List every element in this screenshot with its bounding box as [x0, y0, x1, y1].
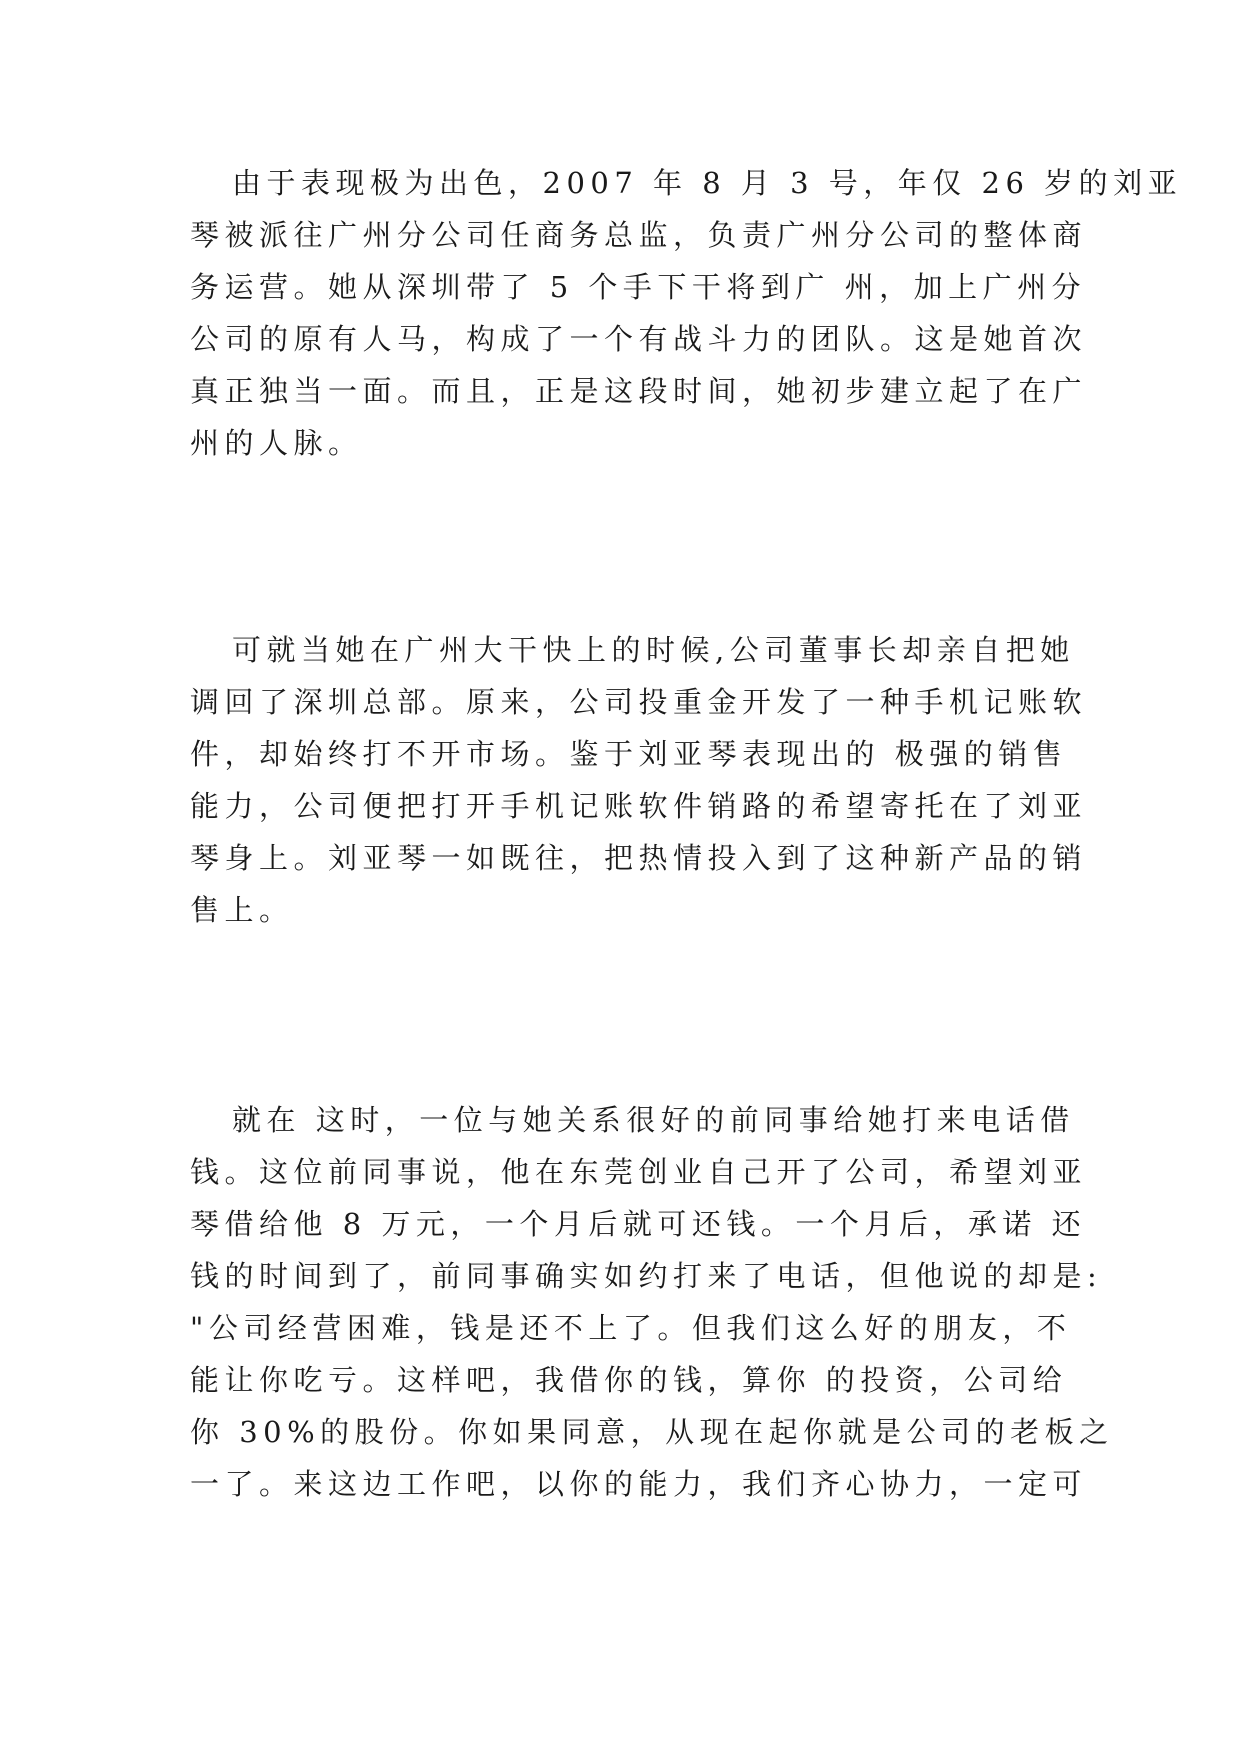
text-line: 你 30%的股份。你如果同意，从现在起你就是公司的老板之 [190, 1415, 1114, 1449]
text-line: 调回了深圳总部。原来，公司投重金开发了一种手机记账软 [190, 685, 1088, 719]
text-line: 真正独当一面。而且，正是这段时间，她初步建立起了在广 [190, 374, 1088, 408]
text-line: 能力，公司便把打开手机记账软件销路的希望寄托在了刘亚 [190, 789, 1088, 823]
text-line: 售上。 [190, 893, 294, 927]
text-line: 由于表现极为出色，2007 年 8 月 3 号，年仅 26 岁的刘亚 [232, 166, 1183, 200]
text-line: 州的人脉。 [190, 426, 363, 460]
text-line: 琴身上。刘亚琴一如既往，把热情投入到了这种新产品的销 [190, 841, 1088, 875]
text-line: "公司经营困难，钱是还不上了。但我们这么好的朋友，不 [190, 1311, 1072, 1345]
text-line: 一了。来这边工作吧，以你的能力，我们齐心协力，一定可 [190, 1467, 1088, 1501]
text-line: 务运营。她从深圳带了 5 个手下干将到广 州，加上广州分 [190, 270, 1087, 304]
text-line: 公司的原有人马，构成了一个有战斗力的团队。这是她首次 [190, 322, 1088, 356]
text-line: 钱。这位前同事说，他在东莞创业自己开了公司，希望刘亚 [190, 1155, 1088, 1189]
text-line: 可就当她在广州大干快上的时候,公司董事长却亲自把她 [232, 633, 1075, 667]
text-line: 琴借给他 8 万元，一个月后就可还钱。一个月后，承诺 还 [190, 1207, 1087, 1241]
text-line: 能让你吃亏。这样吧，我借你的钱，算你 的投资，公司给 [190, 1363, 1068, 1397]
text-line: 就在 这时，一位与她关系很好的前同事给她打来电话借 [232, 1103, 1075, 1137]
text-line: 件，却始终打不开市场。鉴于刘亚琴表现出的 极强的销售 [190, 737, 1068, 771]
text-line: 琴被派往广州分公司任商务总监，负责广州分公司的整体商 [190, 218, 1088, 252]
text-line: 钱的时间到了，前同事确实如约打来了电话，但他说的却是: [190, 1259, 1103, 1293]
